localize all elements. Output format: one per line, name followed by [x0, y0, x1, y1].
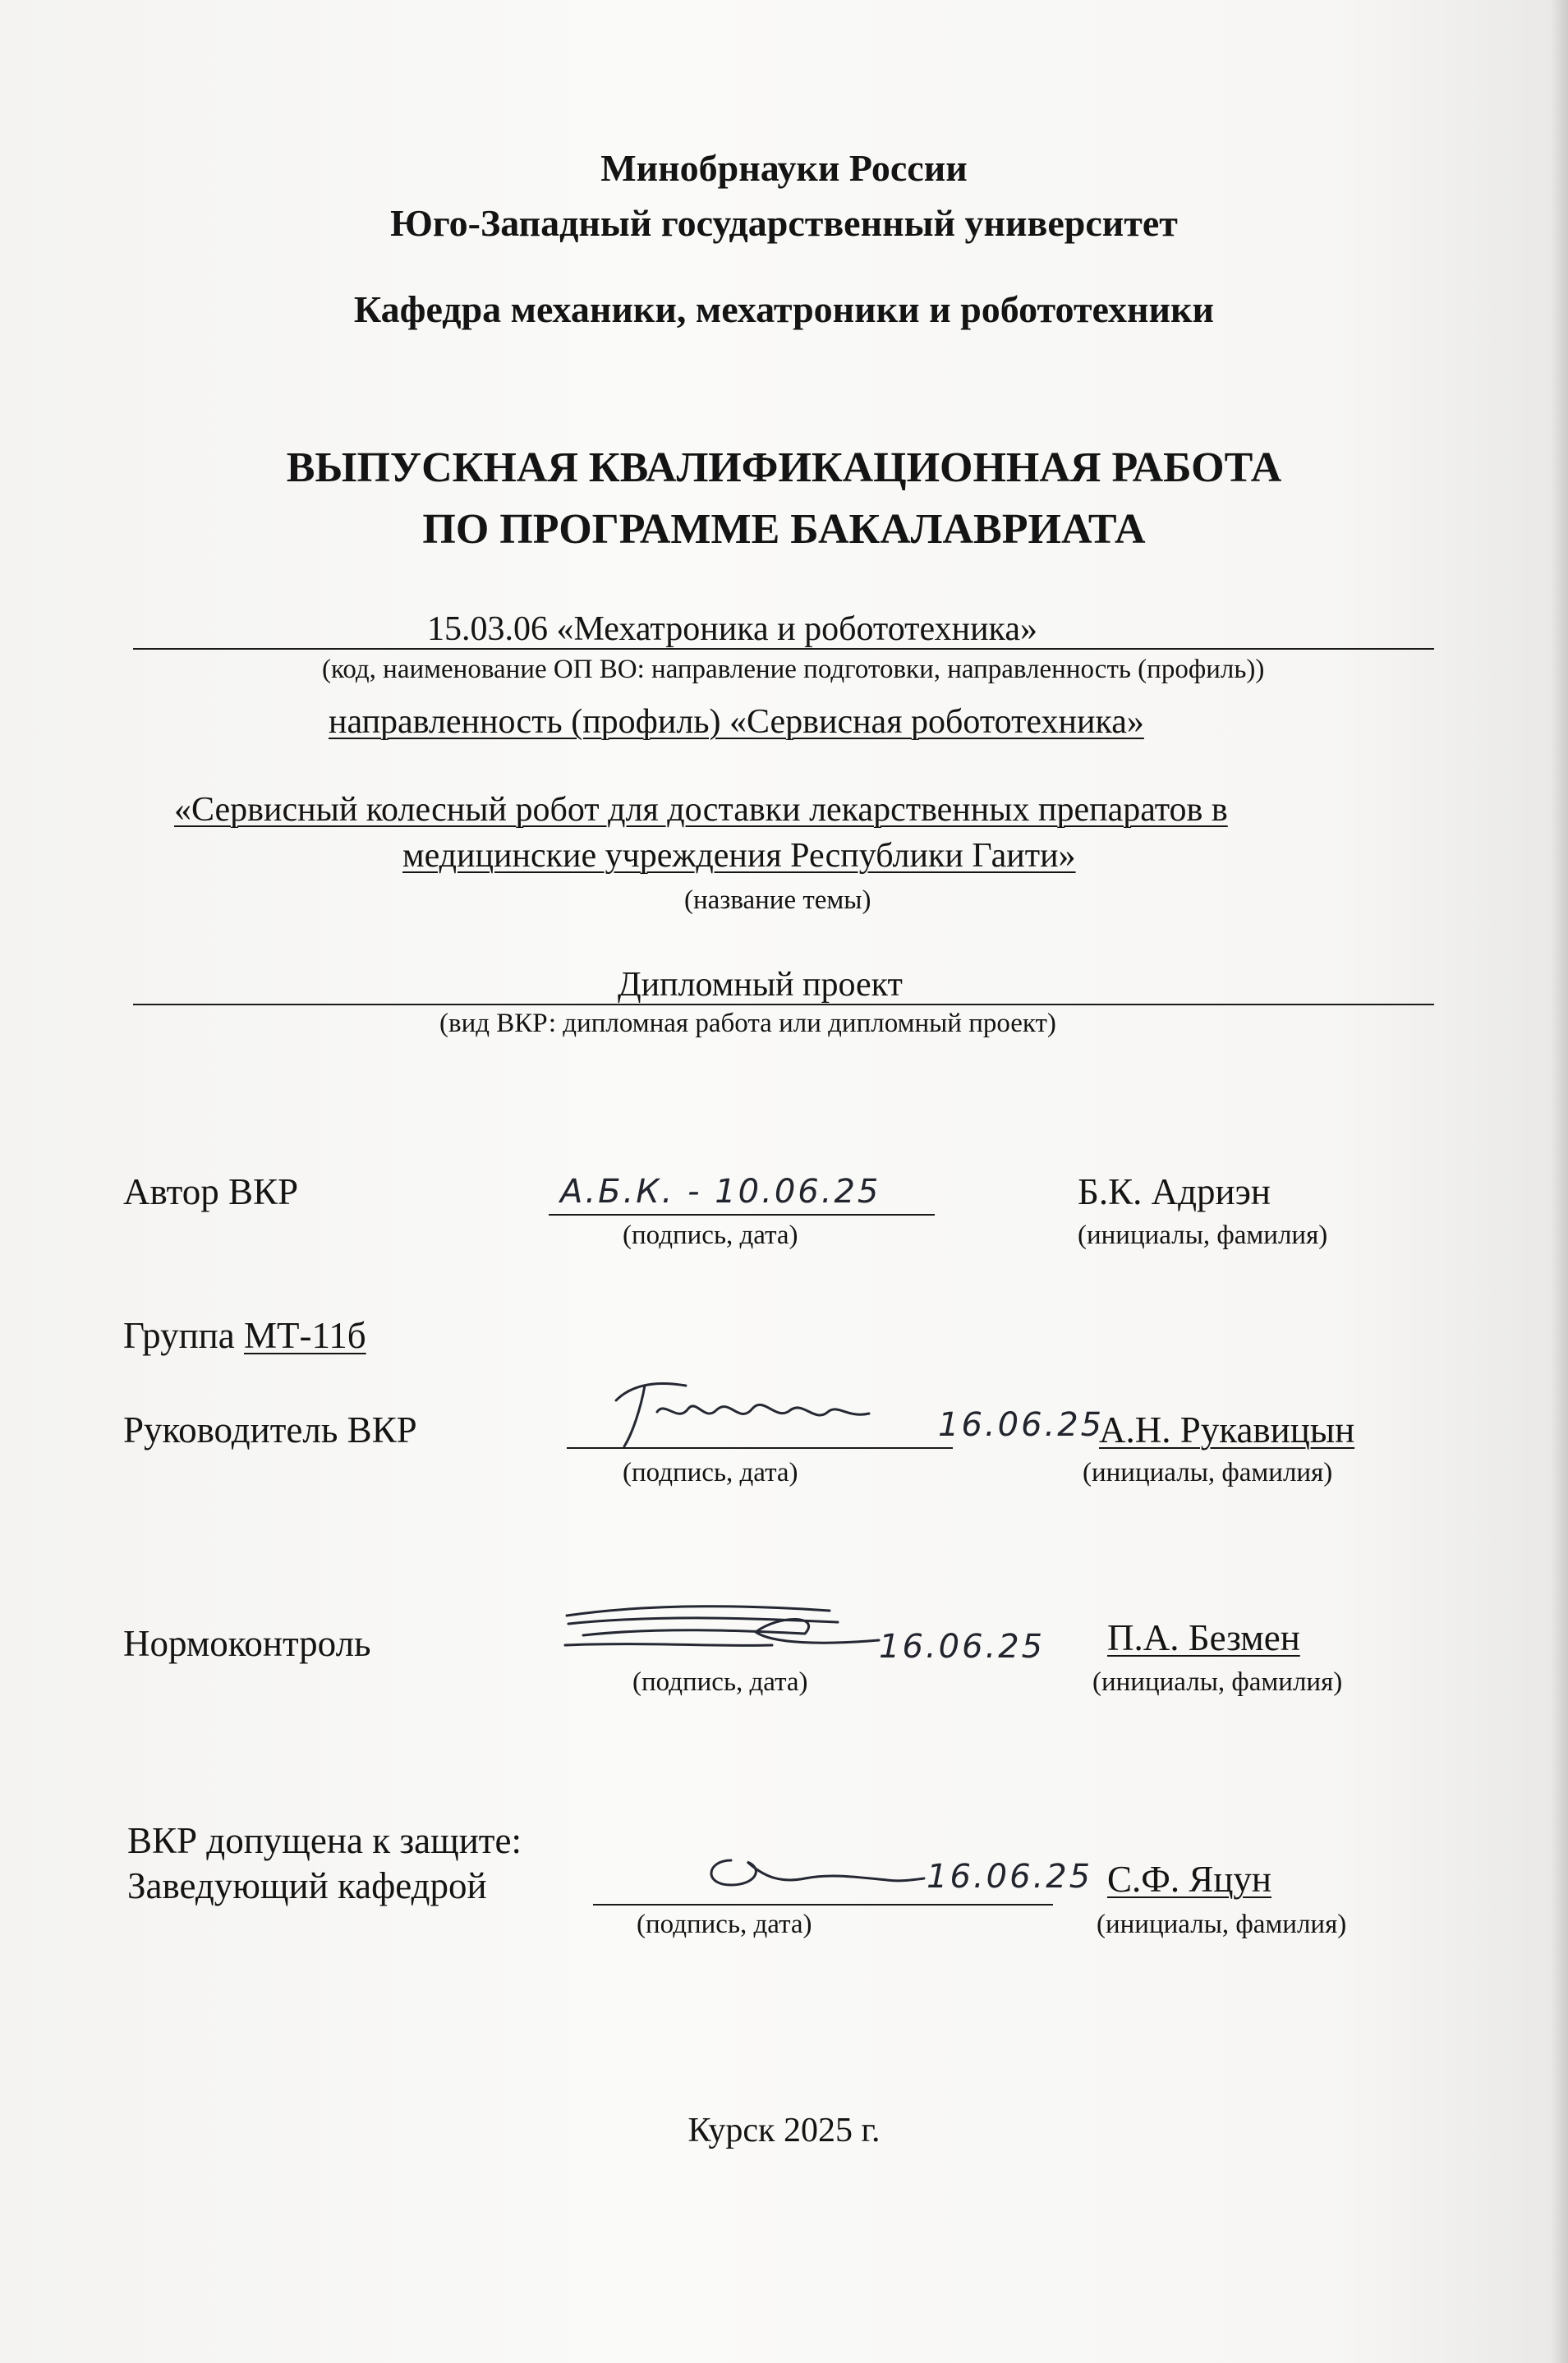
normcontrol-label: Нормоконтроль — [123, 1623, 371, 1664]
group-value: МТ-11б — [243, 1315, 366, 1356]
group-line — [123, 1314, 366, 1357]
supervisor-name-caption: (инициалы, фамилия) — [1083, 1458, 1333, 1487]
normcontrol-sign-caption: (подпись, дата) — [632, 1667, 808, 1697]
doc-type-line2: ПО ПРОГРАММЕ БАКАЛАВРИАТА — [422, 506, 1146, 553]
group-label: Группа — [123, 1315, 235, 1356]
supervisor-sign-line — [567, 1447, 953, 1449]
author-name: Б.К. Адриэн — [1078, 1171, 1271, 1212]
paper-edge-shadow — [1550, 0, 1568, 2363]
admission-line1: ВКР допущена к защите: — [127, 1820, 522, 1861]
city-year: Курск 2025 г. — [687, 2112, 881, 2149]
topic-caption: (название темы) — [684, 885, 871, 915]
author-sign-line — [549, 1214, 935, 1216]
normcontrol-name: П.А. Безмен — [1107, 1617, 1300, 1658]
author-name-caption: (инициалы, фамилия) — [1078, 1221, 1328, 1250]
head-of-department-signature — [698, 1844, 928, 1901]
supervisor-sign-caption: (подпись, дата) — [623, 1458, 798, 1487]
head-of-department-name-caption: (инициалы, фамилия) — [1097, 1910, 1347, 1939]
department-heading: Кафедра механики, мехатроники и робототехники — [353, 288, 1215, 330]
admission-date: 16.06.25 — [927, 1858, 1093, 1896]
profile-text: направленность (профиль) «Сервисная робототехника» — [329, 703, 1144, 741]
head-of-department-label: Заведующий кафедрой — [127, 1865, 487, 1906]
university-heading: Юго-Западный государственный университет — [390, 202, 1178, 244]
doc-type-line1: ВЫПУСКНАЯ КВАЛИФИКАЦИОННАЯ РАБОТА — [286, 444, 1282, 491]
author-label: Автор ВКР — [123, 1171, 299, 1212]
author-sign-caption: (подпись, дата) — [623, 1221, 798, 1250]
normcontrol-signature — [559, 1598, 887, 1663]
work-kind-underline — [133, 1004, 1434, 1005]
program-code-name: 15.03.06 «Мехатроника и робототехника» — [427, 610, 1037, 648]
admission-sign-line — [593, 1904, 1053, 1906]
work-kind-caption: (вид ВКР: дипломная работа или дипломный проект) — [439, 1009, 1056, 1038]
supervisor-date: 16.06.25 — [938, 1406, 1105, 1444]
supervisor-name: А.Н. Рукавицын — [1099, 1409, 1355, 1450]
work-kind-value: Дипломный проект — [618, 966, 903, 1004]
admission-sign-caption: (подпись, дата) — [637, 1910, 812, 1939]
supervisor-label: Руководитель ВКР — [123, 1409, 417, 1450]
normcontrol-date: 16.06.25 — [879, 1628, 1046, 1666]
ministry-heading: Минобрнауки России — [600, 147, 968, 189]
topic-line1: «Сервисный колесный робот для доставки лекарственных препаратов в — [174, 791, 1228, 829]
program-caption: (код, наименование ОП ВО: направление подготовки, направленность (профиль)) — [322, 655, 1265, 684]
normcontrol-name-caption: (инициалы, фамилия) — [1092, 1667, 1343, 1697]
supervisor-signature — [608, 1376, 879, 1450]
author-signature: А.Б.К. - 10.06.25 — [560, 1173, 881, 1211]
head-of-department-name: С.Ф. Яцун — [1107, 1859, 1271, 1900]
program-underline — [133, 648, 1434, 650]
topic-line2: медицинские учреждения Республики Гаити» — [402, 837, 1076, 875]
